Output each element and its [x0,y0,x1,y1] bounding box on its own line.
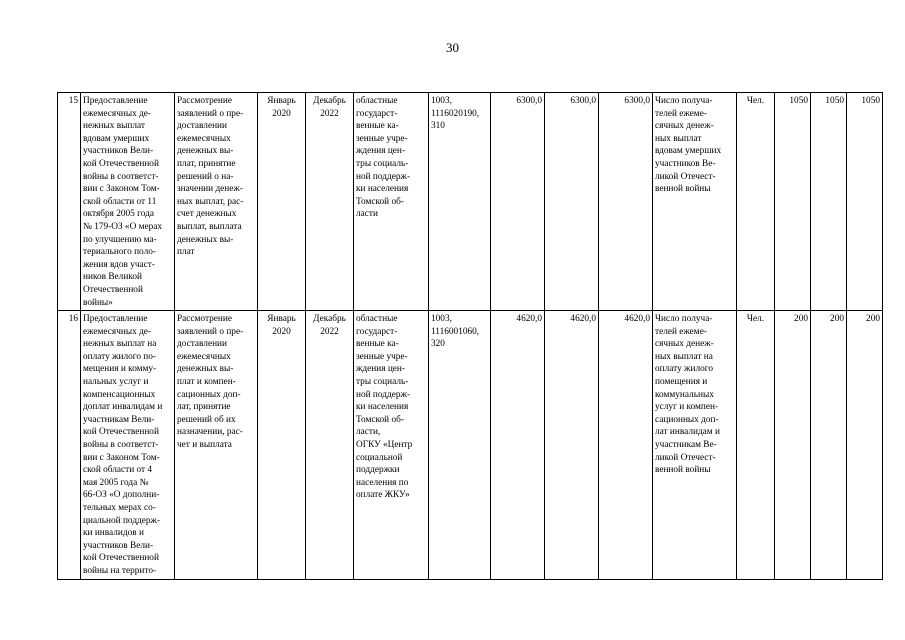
amount-year2-cell: 6300,0 [545,93,599,311]
budget-code-cell: 1003, 1116001060, 320 [429,311,491,579]
executor-cell: областные государст- венные ка- зенные учре- ждения цен- тры социаль- ной поддерж- ки населения Томской об- ласти [354,93,429,311]
amount-year3-cell: 4620,0 [599,311,653,579]
indicator-cell: Число получа- телей ежеме- сячных денеж- ных выплат вдовам умерших участников Ве- ликой Отечест- венной войны [653,93,737,311]
executor-cell: областные государст- венные ка- зенные учре- ждения цен- тры социаль- ной поддерж- ки населения Томской об- ласти, ОГКУ «Центр социальной поддержки населения по оплате ЖКУ» [354,311,429,579]
row-number-cell: 15 [58,93,81,311]
measure-name-cell: Предоставление ежемесячных де- нежных выплат на оплату жилого по- мещения и комму- нальных услуг и компенсационных доплат инвалидам и участникам Вели- кой Отечественной войны в соответст- вии с Законом Том- ской области от 4 мая 2005 года № 66-ОЗ «О дополни- тельных мерах со- циальной поддерж- ки инвалидов и участников Вели- кой Отечественной войны на террито- [81,311,175,579]
amount-year2-cell: 4620,0 [545,311,599,579]
unit-cell: Чел. [737,93,775,311]
value-year2-cell: 1050 [811,93,847,311]
value-year3-cell: 1050 [847,93,883,311]
value-year3-cell: 200 [847,311,883,579]
procedure-cell: Рассмотрение заявлений о пре- доставлении ежемесячных денежных вы- плат и компен- сационных доп- лат, принятие решений об их назначении, рас- чет и выплата [175,311,258,579]
page-number: 30 [446,40,459,55]
program-measures-table [57,92,883,580]
table-row [58,311,883,579]
budget-code-cell: 1003, 1116020190, 310 [429,93,491,311]
value-year1-cell: 1050 [775,93,811,311]
row-number-cell: 16 [58,311,81,579]
end-date-cell: Декабрь 2022 [306,311,354,579]
amount-year3-cell: 6300,0 [599,93,653,311]
unit-cell: Чел. [737,311,775,579]
value-year2-cell: 200 [811,311,847,579]
value-year1-cell: 200 [775,311,811,579]
end-date-cell: Декабрь 2022 [306,93,354,311]
table-row [58,93,883,311]
indicator-cell: Число получа- телей ежеме- сячных денеж- ных выплат на оплату жилого помещения и коммунальных услуг и компен- сационных доп- лат инвалидам и участникам Ве- ликой Отечест- венной войны [653,311,737,579]
amount-year1-cell: 4620,0 [491,311,545,579]
amount-year1-cell: 6300,0 [491,93,545,311]
measure-name-cell: Предоставление ежемесячных де- нежных выплат вдовам умерших участников Вели- кой Отечественной войны в соответст- вии с Законом Том- ской области от 11 октября 2005 года № 179-ОЗ «О мерах по улучшению ма- териального поло- жения вдов участ- ников Великой Отечественной войны» [81,93,175,311]
start-date-cell: Январь 2020 [258,311,306,579]
procedure-cell: Рассмотрение заявлений о пре- доставлении ежемесячных денежных вы- плат, принятие решений о на- значении денеж- ных выплат, рас- счет денежных выплат, выплата денежных вы- плат [175,93,258,311]
start-date-cell: Январь 2020 [258,93,306,311]
